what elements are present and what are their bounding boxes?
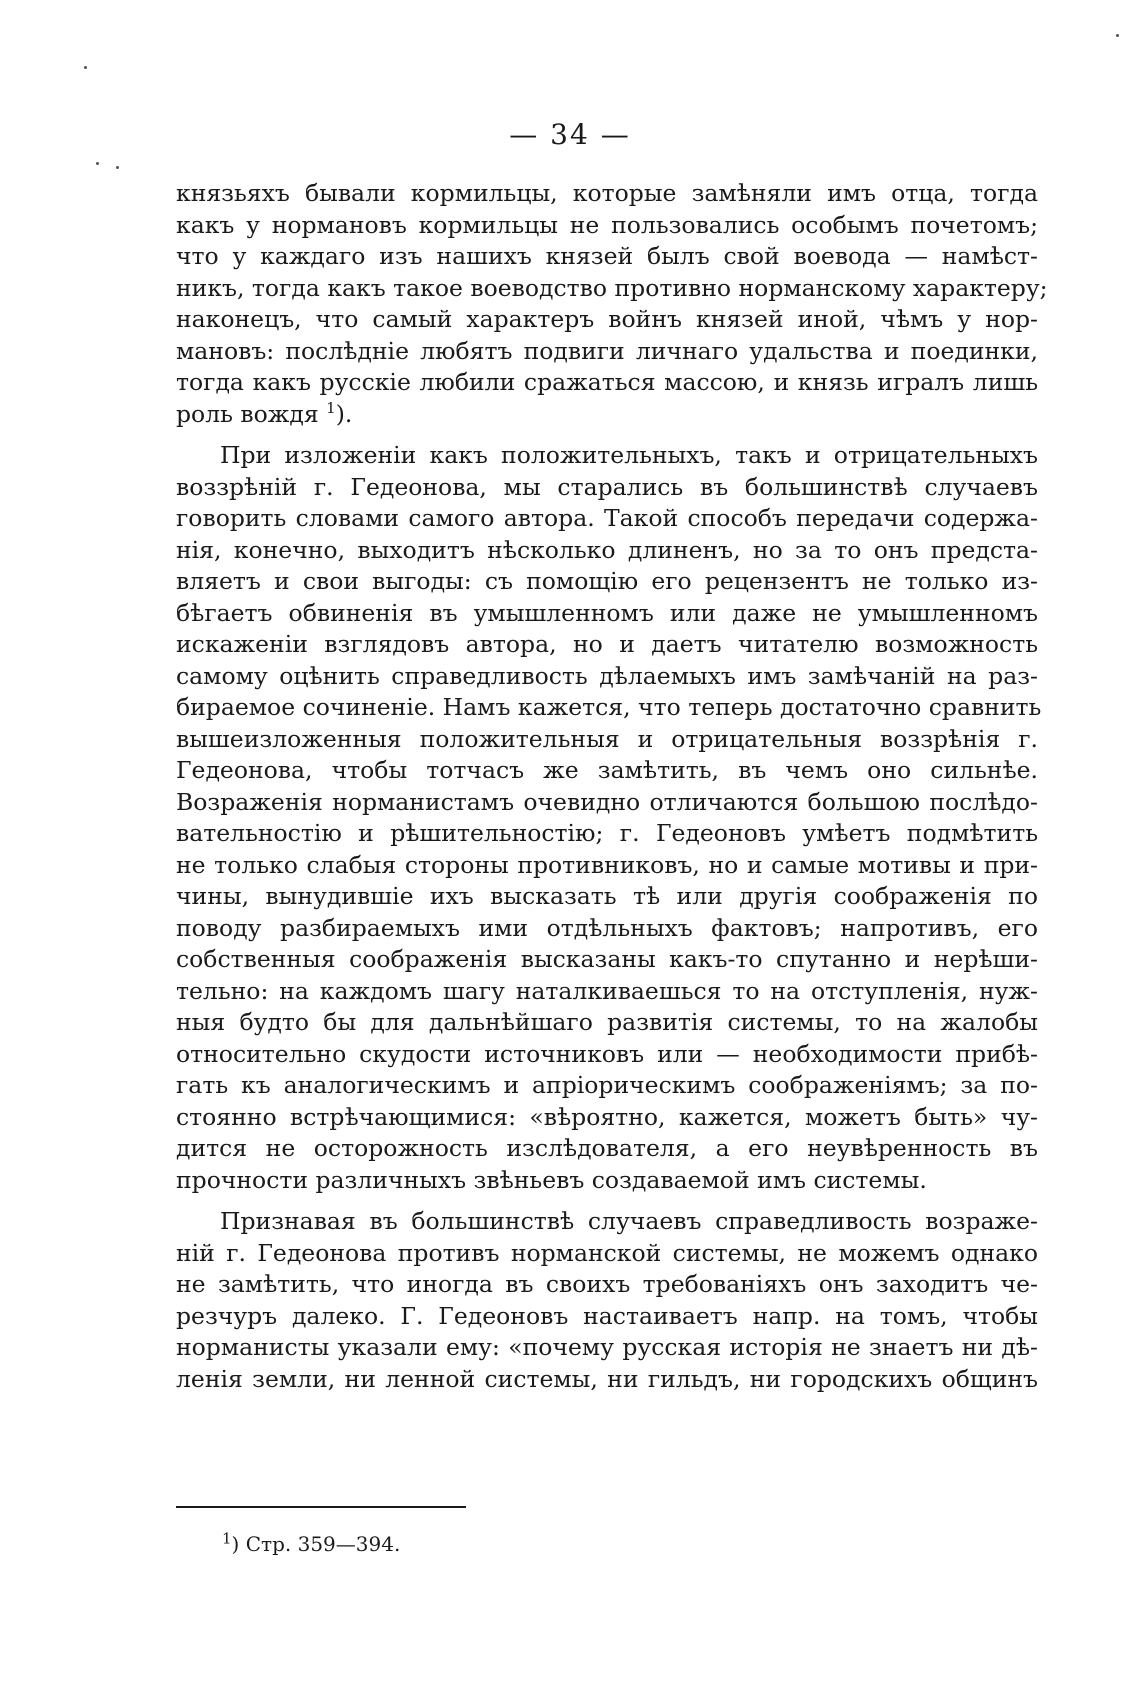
text-line: говорить словами самого автора. Такой способъ передачи содержа- <box>176 504 1038 532</box>
text-line: резчуръ далеко. Г. Гедеоновъ настаиваетъ напр. на томъ, чтобы <box>176 1301 1038 1330</box>
page-number: — 34 — <box>509 118 631 151</box>
text-line: собственныя соображенія высказаны какъ-то спутанно и нерѣши- <box>176 945 1038 973</box>
scan-speck <box>84 66 87 69</box>
text-line: чины, вынудившіе ихъ высказать тѣ или другія соображенія по <box>176 882 1038 910</box>
text-line <box>176 399 1038 431</box>
footnote-text: ) Стр. 359—394. <box>231 1532 401 1556</box>
text-line: поводу разбираемыхъ ими отдѣльныхъ фактовъ; напротивъ, его <box>176 913 1038 942</box>
text-line: искаженіи взглядовъ автора, но и даетъ читателю возможность <box>176 630 1038 658</box>
text-line: самому оцѣнить справедливость дѣлаемыхъ имъ замѣчаній на раз- <box>176 661 1038 690</box>
text-line: воззрѣній г. Гедеонова, мы старались въ большинствѣ случаевъ <box>176 472 1038 501</box>
text-line: Признавая въ большинствѣ случаевъ справедливость возраже- <box>220 1207 1038 1235</box>
text-line: вательностію и рѣшительностію; г. Гедеоновъ умѣетъ подмѣтить <box>176 819 1038 847</box>
text-line: ленія земли, ни ленной системы, ни гильдъ, ни городскихъ общинъ <box>176 1364 1038 1393</box>
text-line: мановъ: послѣдніе любятъ подвиги личнаго удальства и поединки, <box>176 336 1038 365</box>
text-line: нія, конечно, выходитъ нѣсколько длиненъ, но за то онъ предста- <box>176 535 1038 564</box>
text-line: Гедеонова, чтобы тотчасъ же замѣтить, въ чемъ оно сильнѣе. <box>176 756 1038 784</box>
text-line: гать къ аналогическимъ и апріорическимъ соображеніямъ; за по- <box>176 1071 1038 1099</box>
text-line: Возраженія норманистамъ очевидно отличаются большою послѣдо- <box>176 787 1038 816</box>
text-line: При изложеніи какъ положительныхъ, такъ и отрицательныхъ <box>220 441 1038 469</box>
text-line: ныя будто бы для дальнѣйшаго развитія системы, то на жалобы <box>176 1008 1038 1036</box>
text-line: дится не осторожность изслѣдователя, а его неувѣренность въ <box>176 1134 1038 1162</box>
text-line: не замѣтить, что иногда въ своихъ требованіяхъ онъ заходитъ че- <box>176 1270 1038 1298</box>
text-line: что у каждаго изъ нашихъ князей былъ свой воевода — намѣст- <box>176 242 1038 270</box>
footnote-marker: 1 <box>222 1529 232 1548</box>
text-line: наконецъ, что самый характеръ войнъ князей иной, чѣмъ у нор- <box>176 305 1038 333</box>
text-line: стоянно встрѣчающимися: «вѣроятно, кажется, можетъ быть» чу- <box>176 1102 1038 1131</box>
footnote <box>222 1529 401 1556</box>
text-line: не только слабыя стороны противниковъ, но и самые мотивы и при- <box>176 850 1038 879</box>
footnote-divider <box>176 1506 466 1508</box>
footnote-reference: 1 <box>326 398 336 417</box>
text-fragment: ). <box>335 399 353 428</box>
text-line: тельно: на каждомъ шагу наталкиваешься то на отступленія, нуж- <box>176 976 1038 1005</box>
text-line: бѣгаетъ обвиненія въ умышленномъ или даже не умышленномъ <box>176 598 1038 627</box>
text-line: ній г. Гедеонова противъ норманской системы, не можемъ однако <box>176 1238 1038 1267</box>
text-line: норманисты указали ему: «почему русская исторія не знаетъ ни дѣ- <box>176 1333 1038 1361</box>
text-line: тогда какъ русскіе любили сражаться массою, и князь игралъ лишь <box>176 368 1038 396</box>
text-line: вышеизложенныя положительныя и отрицательныя воззрѣнія г. <box>176 724 1038 753</box>
scan-speck <box>96 162 99 165</box>
text-line: прочности различныхъ звѣньевъ создаваемой имъ системы. <box>176 1165 927 1194</box>
text-line: относительно скудости источниковъ или — необходимости прибѣ- <box>176 1039 1038 1068</box>
text-line: бираемое сочиненіе. Намъ кажется, что теперь достаточно сравнить <box>176 693 1042 721</box>
text-line: какъ у нормановъ кормильцы не пользовались особымъ почетомъ; <box>176 210 1038 239</box>
text-line: никъ, тогда какъ такое воеводство противно норманскому характеру; <box>176 273 1048 302</box>
text-line: вляетъ и свои выгоды: съ помощію его рецензентъ не только из- <box>176 567 1038 595</box>
text-fragment: роль вождя <box>176 399 319 428</box>
scan-speck <box>116 166 119 169</box>
body-text <box>176 178 1048 1395</box>
text-line: князьяхъ бывали кормильцы, которые замѣняли имъ отца, тогда <box>176 179 1038 207</box>
scan-speck <box>1116 34 1119 37</box>
